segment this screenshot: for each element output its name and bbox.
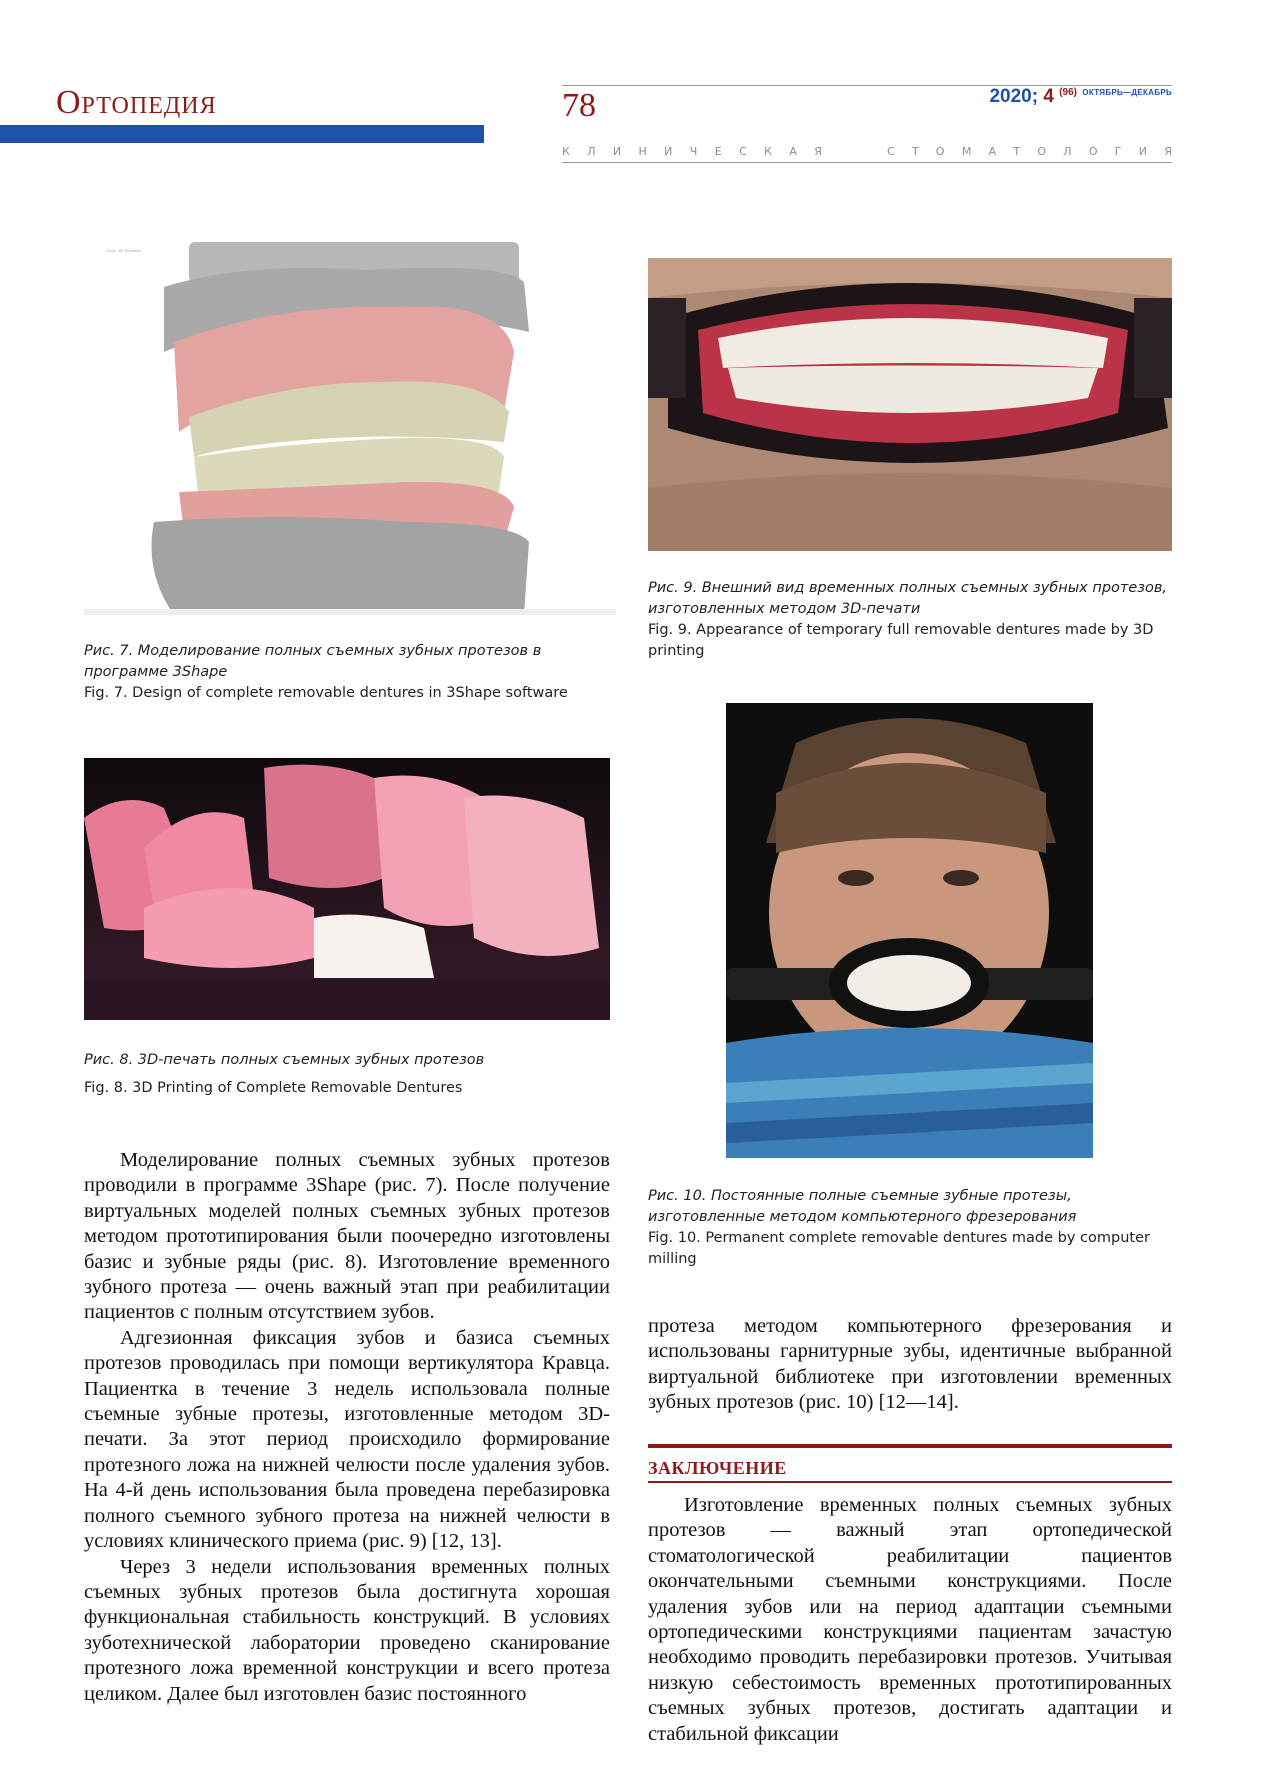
journal-letter: Л: [587, 145, 596, 158]
journal-letter: Ч: [689, 145, 698, 158]
figure-10-caption-en: Fig. 10. Permanent complete removable dentures made by computer milling: [648, 1230, 1150, 1267]
right-text-column-top: [648, 1314, 1172, 1416]
figure-7-caption-en: Fig. 7. Design of complete removable dentures in 3Shape software: [84, 685, 568, 701]
journal-word-2: [887, 145, 1172, 158]
journal-letter: Е: [714, 145, 722, 158]
journal-word-1: [562, 145, 822, 158]
journal-letter: Л: [1063, 145, 1072, 158]
journal-letter: К: [562, 145, 570, 158]
conclusion-rule-top: [648, 1444, 1172, 1448]
figure-7-caption: [84, 641, 624, 704]
issue-info: [989, 86, 1172, 108]
issue-total: (96): [1059, 87, 1078, 98]
figure-8-caption-ru: Рис. 8. 3D-печать полных съемных зубных протезов: [84, 1052, 485, 1068]
journal-letter: Я: [1164, 145, 1172, 158]
paragraph: Моделирование полных съемных зубных протезов проводили в программе 3Shape (рис. 7). После получение виртуальных моделей полных съемных зубных протезов методом прототипирования были поочередно изготовлены базис и зубные ряды (рис. 8). Изготовление временного зубного протеза — очень важный этап при реабилитации пациентов с полным отсутствием зубов.: [84, 1149, 610, 1324]
figure-10-caption: [648, 1186, 1178, 1270]
journal-letter: А: [988, 145, 997, 158]
figure-9-caption-en: Fig. 9. Appearance of temporary full removable dentures made by 3D printing: [648, 622, 1154, 659]
left-text-column: [84, 1148, 610, 1707]
figure-8-caption: [84, 1046, 624, 1102]
paragraph: Изготовление временных полных съемных зубных протезов — важный этап ортопедической стоматологической реабилитации пациентов окончательными съемными конструкциями. После удаления зубов или на период адаптации съемными ортопедическими конструкциями пациентам зачастую необходимо проводить перебазировки протезов. Учитывая низкую себестоимость временных прототипированных съемных зубных протезов, достигать адаптации и стабильной фиксации: [648, 1494, 1172, 1745]
journal-letter: Г: [1114, 145, 1122, 158]
journal-letter: Н: [638, 145, 647, 158]
right-text-column-conclusion: [648, 1493, 1172, 1747]
journal-letter: Я: [814, 145, 822, 158]
journal-name: [562, 145, 1172, 158]
figure-10-caption-ru: Рис. 10. Постоянные полные съемные зубные протезы, изготовленные методом компьютерного фрезерования: [648, 1188, 1077, 1225]
header-color-bar: [0, 125, 484, 143]
figure-9-caption: [648, 578, 1178, 662]
journal-letter: О: [1037, 145, 1047, 158]
paragraph: Через 3 недели использования временных полных съемных зубных протезов была достигнута хорошая функциональная стабильность конструкций. В условиях зуботехнической лаборатории проведено сканирование протезного ложа временной конструкции и всего протеза целиком. Далее был изготовлен базис постоянного: [84, 1555, 610, 1705]
svg-text:Trios 3D Preview: Trios 3D Preview: [106, 248, 141, 253]
figure-9-caption-ru: Рис. 9. Внешний вид временных полных съемных зубных протезов, изготовленных методом 3D-печати: [648, 580, 1168, 617]
section-title: Ортопедия: [56, 84, 217, 121]
issue-number: 4: [1043, 86, 1054, 107]
journal-letter: К: [764, 145, 772, 158]
page-number: 78: [562, 87, 596, 124]
figure-9-image: [648, 258, 1172, 551]
journal-letter: И: [664, 145, 673, 158]
conclusion-heading: ЗАКЛЮЧЕНИЕ: [648, 1458, 787, 1478]
journal-letter: И: [1138, 145, 1147, 158]
figure-8-caption-en: Fig. 8. 3D Printing of Complete Removable Dentures: [84, 1080, 463, 1096]
figure-7-caption-ru: Рис. 7. Моделирование полных съемных зубных протезов в программе 3Shape: [84, 643, 542, 680]
journal-letter: И: [612, 145, 622, 158]
issue-year: 2020;: [989, 86, 1039, 107]
figure-10-image: [726, 703, 1093, 1158]
header-rule-bottom: [562, 162, 1172, 163]
conclusion-rule-bottom: [648, 1481, 1172, 1483]
issue-period: ОКТЯБРЬ—ДЕКАБРЬ: [1082, 88, 1172, 97]
paragraph: протеза методом компьютерного фрезерования и использованы гарнитурные зубы, идентичные выбранной виртуальной библиотеке при изготовлении временных зубных протезов (рис. 10) [12—14].: [648, 1315, 1172, 1414]
figure-7-image: [84, 242, 616, 615]
journal-letter: С: [887, 145, 895, 158]
journal-letter: О: [1088, 145, 1098, 158]
journal-letter: М: [961, 145, 972, 158]
journal-letter: Т: [1013, 145, 1021, 158]
journal-letter: С: [739, 145, 747, 158]
paragraph: Адгезионная фиксация зубов и базиса съемных протезов проводилась при помощи вертикулятора Кравца. Пациентка в течение 3 недель использовала полные съемные зубные протезы, изготовленные методом 3D-печати. За этот период происходило формирование протезного ложа на нижней челюсти после удаления зубов. На 4-й день использования была проведена перебазировка полного съемного зубного протеза на нижней челюсти в условиях клинического приема (рис. 9) [12, 13].: [84, 1326, 610, 1553]
figure-8-image: [84, 758, 610, 1020]
journal-letter: Т: [911, 145, 919, 158]
journal-letter: А: [789, 145, 797, 158]
journal-letter: О: [935, 145, 945, 158]
